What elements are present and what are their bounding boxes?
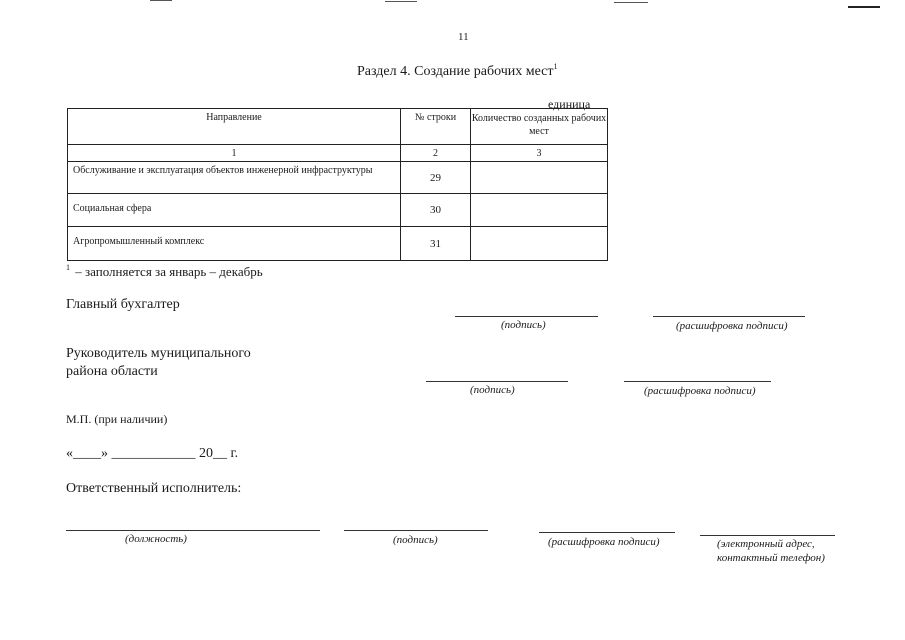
executor-signature-line[interactable]	[344, 530, 488, 531]
chief-accountant-decoding-caption: (расшифровка подписи)	[676, 320, 788, 332]
executor-decoding-line[interactable]	[539, 532, 675, 533]
footnote-text: – заполняется за январь – декабрь	[72, 264, 263, 279]
executor-label: Ответственный исполнитель:	[66, 481, 242, 496]
row-direction: Социальная сфера	[68, 194, 401, 227]
chief-accountant-signature-caption: (подпись)	[501, 319, 546, 331]
row-count-cell[interactable]	[471, 162, 608, 194]
scan-artifact	[614, 2, 648, 3]
chief-accountant-decoding-line[interactable]	[653, 316, 805, 317]
unit-label: единица	[548, 97, 591, 111]
head-decoding-line[interactable]	[624, 381, 771, 382]
header-row-number: № строки	[401, 109, 471, 145]
section-title	[357, 62, 558, 80]
column-index-row	[68, 145, 608, 162]
scan-artifact	[385, 1, 417, 2]
executor-contact-line[interactable]	[700, 535, 835, 536]
row-number: 29	[401, 162, 471, 194]
head-label-line1: Руководитель муниципального	[66, 346, 251, 361]
column-index: 3	[471, 145, 608, 162]
footnote-reference: 1	[553, 62, 558, 71]
executor-position-caption: (должность)	[125, 533, 187, 545]
job-creation-table	[67, 108, 608, 261]
chief-accountant-signature-line[interactable]	[455, 316, 598, 317]
executor-position-line[interactable]	[66, 530, 320, 531]
row-direction: Обслуживание и эксплуатация объектов инженерной инфраструктуры	[68, 162, 401, 194]
row-count-cell[interactable]	[471, 227, 608, 261]
table-row	[68, 227, 608, 261]
page-number: 11	[458, 31, 469, 43]
scan-artifact	[150, 0, 172, 1]
row-number: 30	[401, 194, 471, 227]
row-count-cell[interactable]	[471, 194, 608, 227]
footnote-mark: 1	[66, 263, 70, 272]
footnote	[66, 263, 263, 280]
column-index: 2	[401, 145, 471, 162]
section-title-text: Раздел 4. Создание рабочих мест	[357, 64, 554, 79]
scan-artifact	[848, 6, 880, 8]
head-label-line2: района области	[66, 364, 158, 379]
row-number: 31	[401, 227, 471, 261]
date-line: «____» ____________ 20__ г.	[66, 446, 239, 461]
head-decoding-caption: (расшифровка подписи)	[644, 385, 756, 397]
executor-decoding-caption: (расшифровка подписи)	[548, 536, 660, 548]
executor-contact-caption-line1: (электронный адрес,	[717, 538, 815, 550]
executor-signature-caption: (подпись)	[393, 534, 438, 546]
head-signature-caption: (подпись)	[470, 384, 515, 396]
executor-contact-caption-line2: контактный телефон)	[717, 552, 825, 564]
stamp-note: М.П. (при наличии)	[66, 412, 168, 426]
row-direction: Агропромышленный комплекс	[68, 227, 401, 261]
header-count: Количество созданных рабочих мест	[471, 109, 608, 145]
table-header-row	[68, 109, 608, 145]
head-signature-line[interactable]	[426, 381, 568, 382]
column-index: 1	[68, 145, 401, 162]
chief-accountant-label: Главный бухгалтер	[66, 297, 180, 312]
table-row	[68, 194, 608, 227]
table-row	[68, 162, 608, 194]
header-direction: Направление	[68, 109, 401, 145]
